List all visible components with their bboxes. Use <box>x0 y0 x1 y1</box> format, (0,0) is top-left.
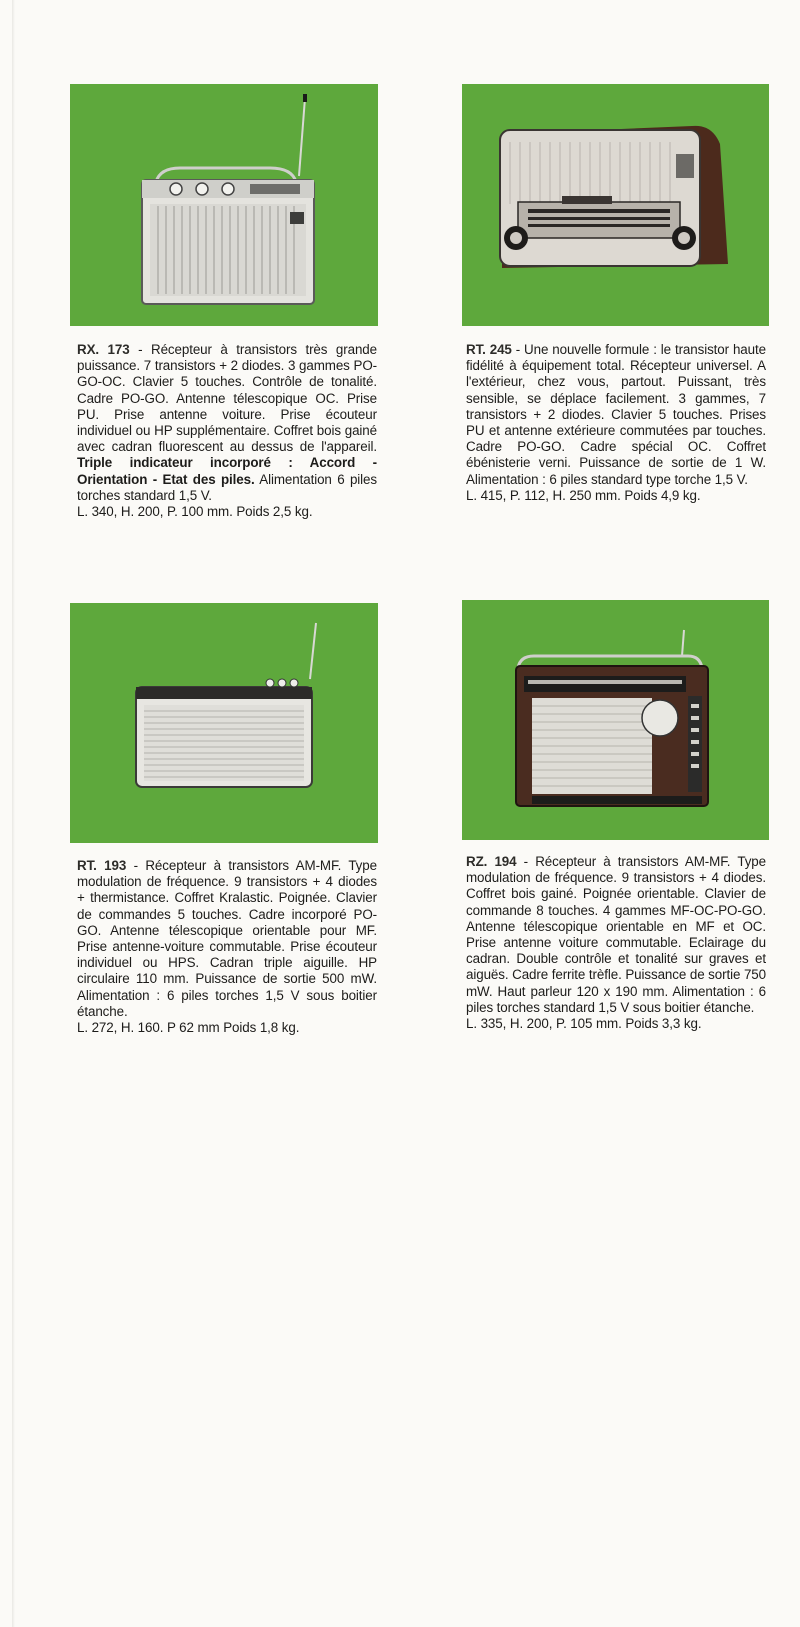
dimensions-weight: L. 340, H. 200, P. 100 mm. Poids 2,5 kg. <box>77 504 313 520</box>
dimensions-weight: L. 335, H. 200, P. 105 mm. Poids 3,3 kg. <box>466 1016 702 1032</box>
dimensions-weight: L. 272, H. 160. P 62 mm Poids 1,8 kg. <box>77 1020 300 1036</box>
tabletop-radio-image <box>462 84 769 326</box>
am-fm-radio-image <box>462 600 769 840</box>
model-name: RX. 173 <box>77 342 130 357</box>
product-photo-rz194 <box>462 600 769 840</box>
compact-radio-image <box>70 603 378 843</box>
description-text: Récepteur à transistors AM-MF. Type modulation de fréquence. 9 transistors + 4 diodes. Coffret bois gainé. Poignée orientable. Clavier de commande 8 touches. 4 gammes MF-OC-PO-GO. Antenne télescopique orientable en MF et OC. Prise antenne voiture commutable. Eclairage du cadran. Double contrôle et tonalité sur graves et aiguës. Cadre ferrite trèfle. Puissance de sortie 750 mW. Haut parleur 120 x 190 mm. Alimentation : 6 piles torches standard 1,5 V sous boitier étanche. <box>466 854 766 1015</box>
description-text: Récepteur à transistors très grande puissance. 7 transistors + 2 diodes. 3 gammes PO-GO-OC. Clavier 5 touches. Contrôle de tonalité. Cadre PO-GO. Antenne télescopique OC. Prise PU. Prise antenne voiture. Prise écouteur individuel ou HP supplémentaire. Coffret bois gainé avec cadran fluorescent au dessus de l'appareil. <box>77 342 377 455</box>
product-photo-rt245 <box>462 84 769 326</box>
description-text: Une nouvelle formule : le transistor haute fidélité à équipement total. Récepteur universel. A l'extérieur, chez vous, partout. Puissant, très sensible, se déplace facilement. 3 gammes, 7 transistors + 2 diodes. Clavier 5 touches. Prises PU et antenne extérieure commutées par touches. Cadre PO-GO. Cadre spécial OC. Coffret ébénisterie verni. Puissance de sortie de 1 W. Alimentation : 6 piles standard type torche 1,5 V. <box>466 342 766 487</box>
description-bold: Triple indicateur incorporé : Accord - Orientation - Etat des piles. <box>77 455 377 487</box>
model-name: RT. 245 <box>466 342 512 357</box>
product-description-rt245: RT. 245 - Une nouvelle formule : le transistor haute fidélité à équipement total. Récepteur universel. A l'extérieur, chez vous, partout. Puissant, très sensible, se déplace facilement. 3 gammes, 7 transistors + 2 diodes. Clavier 5 touches. Prises PU et antenne extérieure commutées par touches. Cadre PO-GO. Cadre spécial OC. Coffret ébénisterie verni. Puissance de sortie de 1 W. Alimentation : 6 piles standard type torche 1,5 V. L. 415, P. 112, H. 250 mm. Poids 4,9 kg. <box>466 342 766 503</box>
model-name: RZ. 194 <box>466 854 517 869</box>
product-photo-rx173 <box>70 84 378 326</box>
product-description-rt193: RT. 193 - Récepteur à transistors AM-MF. Type modulation de fréquence. 9 transistors + 4 diodes + thermistance. Coffret Kralastic. Poignée. Clavier de commandes 5 touches. Cadre incorporé PO-GO. Antenne télescopique orientable pour MF. Prise antenne-voiture commutable. Prise écouteur individuel ou HPS. Cadran triple aiguille. HP circulaire 110 mm. Puissance de sortie 500 mW. Alimentation : 6 piles torches 1,5 V sous boitier étanche. L. 272, H. 160. P 62 mm Poids 1,8 kg. <box>77 858 377 1036</box>
portable-radio-image <box>70 84 378 326</box>
product-description-rx173: RX. 173 - Récepteur à transistors très grande puissance. 7 transistors + 2 diodes. 3 gammes PO-GO-OC. Clavier 5 touches. Contrôle de tonalité. Cadre PO-GO. Antenne télescopique OC. Prise PU. Prise antenne voiture. Prise écouteur individuel ou HP supplémentaire. Coffret bois gainé avec cadran fluorescent au dessus de l'appareil. Triple indicateur incorporé : Accord - Orientation - Etat des piles. Alimentation 6 piles torches standard 1,5 V. L. 340, H. 200, P. 100 mm. Poids 2,5 kg. <box>77 342 377 520</box>
product-photo-rt193 <box>70 603 378 843</box>
model-name: RT. 193 <box>77 858 127 873</box>
product-description-rz194: RZ. 194 - Récepteur à transistors AM-MF. Type modulation de fréquence. 9 transistors + 4 diodes. Coffret bois gainé. Poignée orientable. Clavier de commande 8 touches. 4 gammes MF-OC-PO-GO. Antenne télescopique orientable en MF et OC. Prise antenne voiture commutable. Eclairage du cadran. Double contrôle et tonalité sur graves et aiguës. Cadre ferrite trèfle. Puissance de sortie 750 mW. Haut parleur 120 x 190 mm. Alimentation : 6 piles torches standard 1,5 V sous boitier étanche. L. 335, H. 200, P. 105 mm. Poids 3,3 kg. <box>466 854 766 1032</box>
page-fold <box>12 0 15 1627</box>
description-text-after: Alimentation 6 piles torches standard 1,5 V. <box>77 471 377 503</box>
description-text: Récepteur à transistors AM-MF. Type modulation de fréquence. 9 transistors + 4 diodes + thermistance. Coffret Kralastic. Poignée. Clavier de commandes 5 touches. Cadre incorporé PO-GO. Antenne télescopique orientable pour MF. Prise antenne-voiture commutable. Prise écouteur individuel ou HPS. Cadran triple aiguille. HP circulaire 110 mm. Puissance de sortie 500 mW. Alimentation : 6 piles torches 1,5 V sous boitier étanche. <box>77 858 377 1019</box>
dimensions-weight: L. 415, P. 112, H. 250 mm. Poids 4,9 kg. <box>466 487 701 503</box>
